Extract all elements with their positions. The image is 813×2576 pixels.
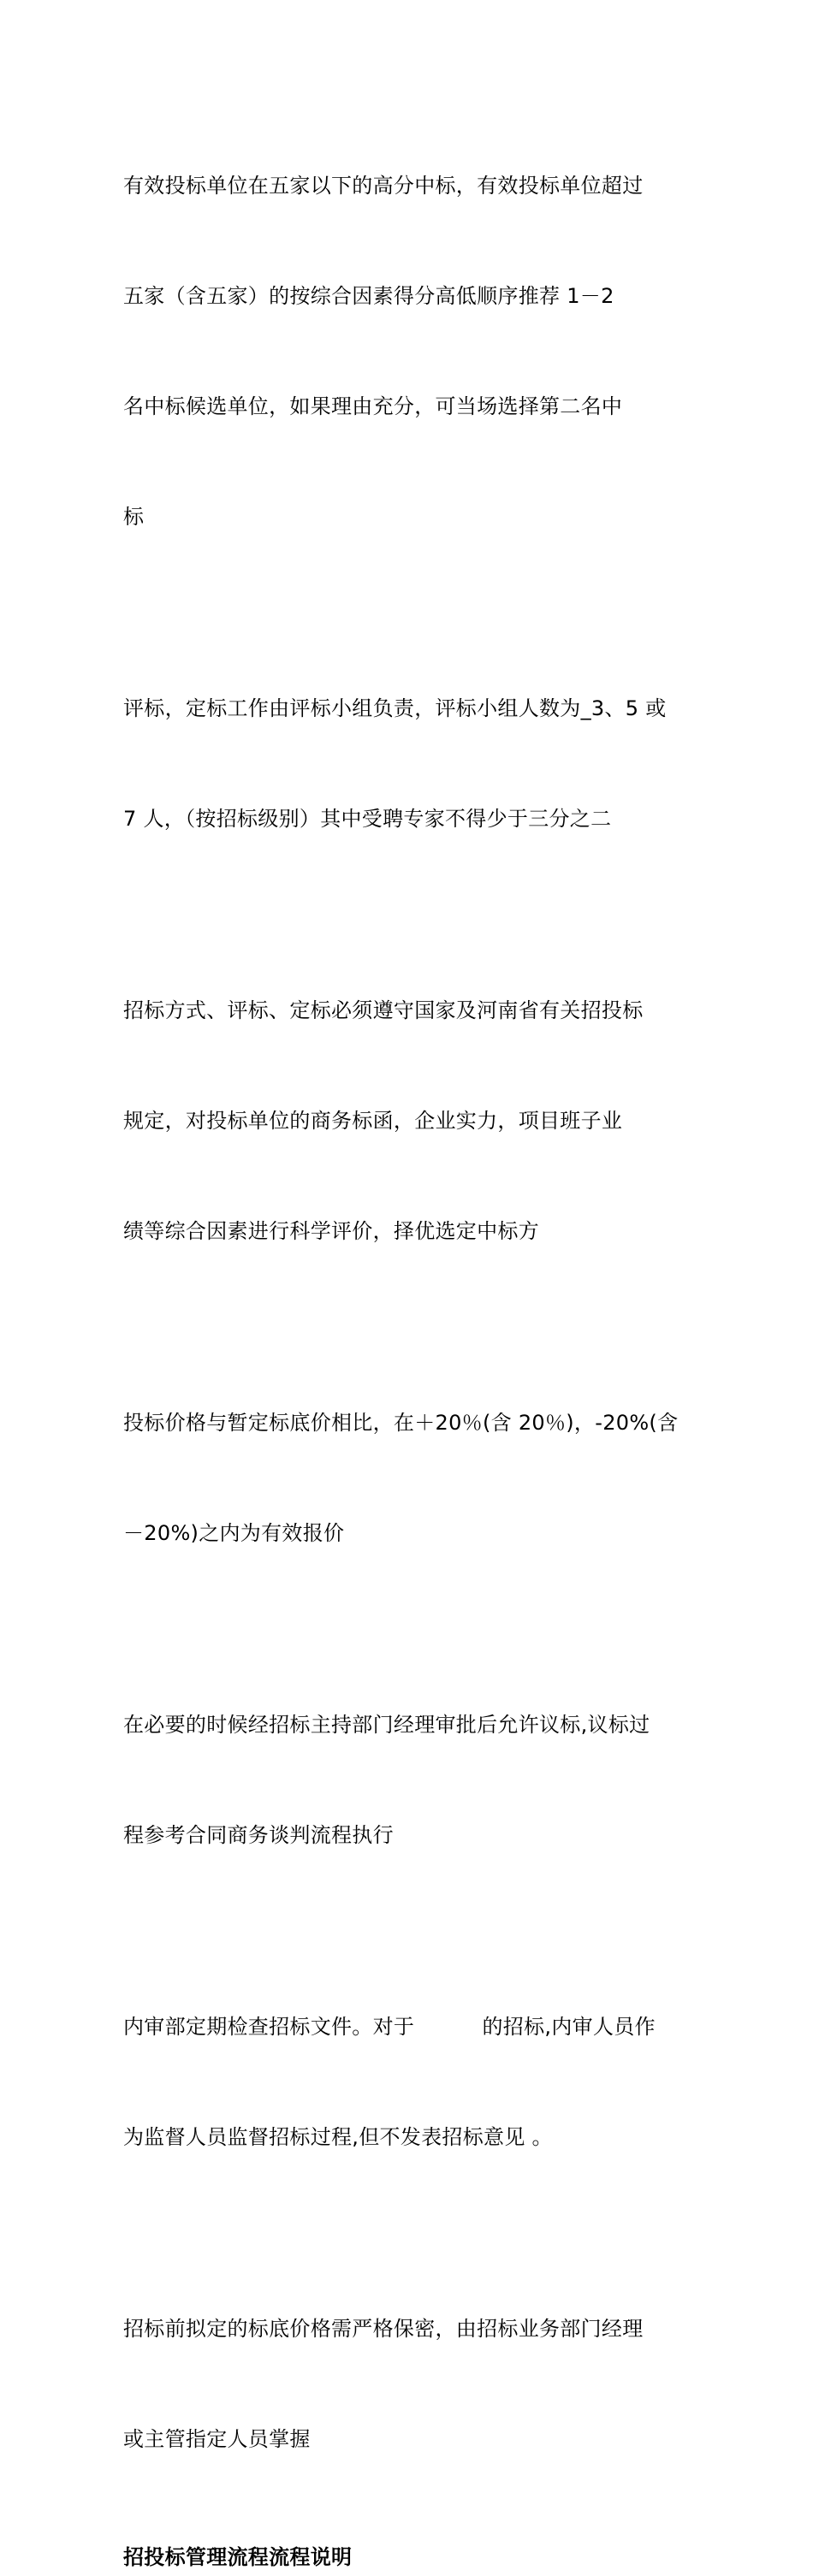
paragraph-bid-winning-rule — [123, 94, 692, 609]
text-line: 招标方式、评标、定标必须遵守国家及河南省有关招投标 — [123, 998, 644, 1022]
paragraph-bidding-method — [123, 919, 692, 1324]
paragraph-internal-audit — [123, 1935, 692, 2230]
paragraph-valid-quote-range — [123, 1331, 692, 1626]
section-heading: 招投标管理流程流程说明 — [123, 2545, 353, 2569]
text-line: 或主管指定人员掌握 — [123, 2427, 311, 2451]
text-line: －20%)之内为有效报价 — [123, 1521, 345, 1545]
paragraph-base-price-confidentiality — [123, 2237, 692, 2532]
text-line: 7 人，（按招标级别）其中受聘专家不得少于三分之二 — [123, 807, 612, 831]
text-line: 名中标候选单位，如果理由充分，可当场选择第二名中 — [123, 394, 623, 418]
text-line: 有效投标单位在五家以下的高分中标，有效投标单位超过 — [123, 174, 644, 198]
text-line: 在必要的时候经招标主持部门经理审批后允许议标,议标过 — [123, 1713, 650, 1737]
paragraph-negotiated-bidding — [123, 1633, 692, 1928]
text-line: 程参考合同商务谈判流程执行 — [123, 1823, 394, 1847]
text-line: 标 — [123, 505, 145, 529]
text-line: 绩等综合因素进行科学评价，择优选定中标方 — [123, 1219, 539, 1243]
paragraph-evaluation-panel — [123, 617, 692, 911]
document-body — [123, 94, 692, 2576]
text-line: 招标前拟定的标底价格需严格保密，由招标业务部门经理 — [123, 2317, 644, 2341]
text-line: 内审部定期检查招标文件。对于 的招标,内审人员作 — [123, 2015, 656, 2039]
text-line: 评标，定标工作由评标小组负责，评标小组人数为_3、5 或 — [123, 696, 667, 720]
text-line: 投标价格与暂定标底价相比，在＋20％(含 20％)，-20%(含 — [123, 1411, 679, 1435]
text-line: 规定，对投标单位的商务标函，企业实力，项目班子业 — [123, 1109, 623, 1133]
text-line: 五家（含五家）的按综合因素得分高低顺序推荐 1－2 — [123, 284, 614, 308]
text-line: 为监督人员监督招标过程,但不发表招标意见 。 — [123, 2125, 553, 2149]
